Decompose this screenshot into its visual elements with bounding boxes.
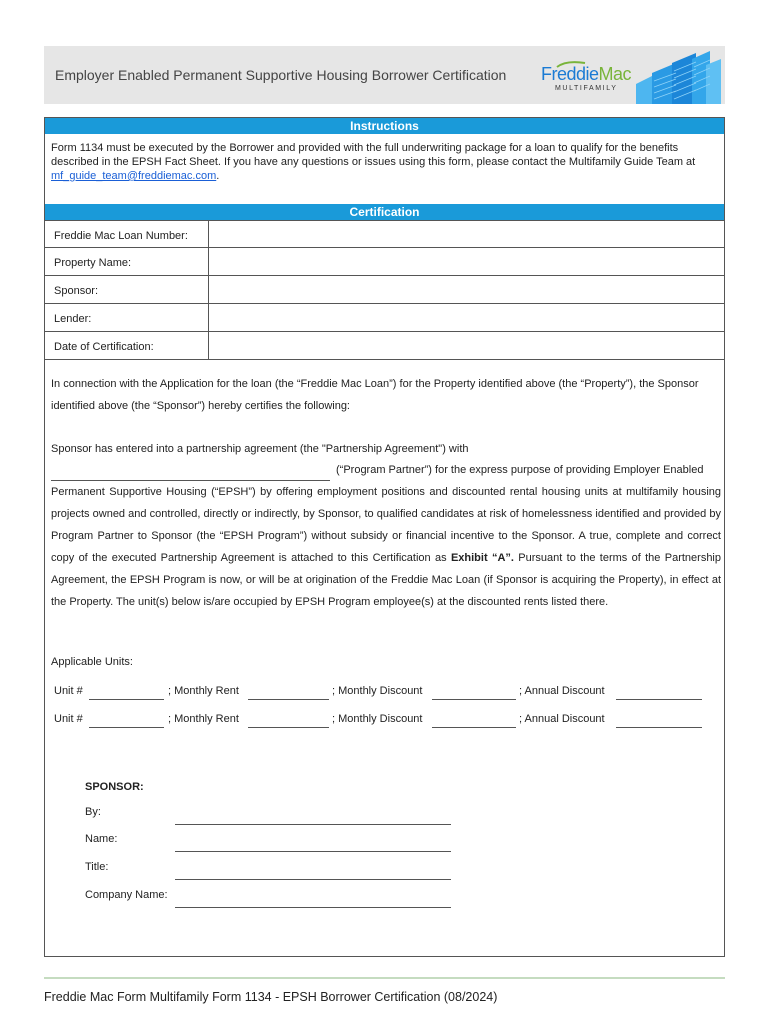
- loan-number-row: [45, 220, 724, 248]
- footer-text: Freddie Mac Form Multifamily Form 1134 - EPSH Borrower Certification (08/2024): [44, 990, 498, 1004]
- sponsor-row: [45, 276, 724, 304]
- buildings-icon: [636, 51, 721, 104]
- sponsor-heading: SPONSOR:: [85, 781, 144, 793]
- lender-field[interactable]: [209, 304, 724, 331]
- title-label: Title:: [85, 861, 109, 873]
- form-box: [44, 117, 725, 957]
- unit-label: Unit #: [54, 685, 83, 697]
- date-of-certification-field[interactable]: [209, 332, 724, 359]
- unit-number-field[interactable]: [89, 699, 164, 700]
- title-row: [85, 861, 465, 881]
- instructions-text: Form 1134 must be executed by the Borrower and provided with the full underwriting package for a loan to qualify for the benefits described in the EPSH Fact Sheet. If you have any questions or issues using this form, please contact the Multifamily Guide Team at mf_guide_team@freddiemac.com.: [51, 142, 696, 182]
- epsh-paragraph: (“Program Partner”) for the express purpose of providing Employer Enabled Permanent Supportive Housing (“EPSH”) by offering employment positions and discounted rental housing units at multifamily housing projects owned and controlled, directly or indirectly, by Sponsor, to qualified candidates at risk of homelessness identified and provided by Program Partner to Sponsor (the “EPSH Program”) without subsidy or financial incentive to the Sponsor. A true, complete and correct copy of the executed Partnership Agreement is attached to this Certification as Exhibit “A”. Pursuant to the terms of the Partnership Agreement, the EPSH Program is now, or will be at origination of the Freddie Mac Loan (if Sponsor is acquiring the Property), in effect at the Property. The unit(s) below is/are occupied by EPSH Program employee(s) at the discounted rents listed there.: [51, 464, 721, 608]
- monthly-rent-field[interactable]: [248, 699, 329, 700]
- field-label: Date of Certification:: [54, 341, 154, 353]
- applicable-units-heading: Applicable Units:: [51, 656, 133, 668]
- date-row: [45, 332, 724, 360]
- name-field[interactable]: [175, 851, 451, 852]
- unit-row: [54, 713, 714, 729]
- monthly-discount-label: ; Monthly Discount: [332, 685, 423, 697]
- field-label: Freddie Mac Loan Number:: [54, 230, 188, 242]
- logo-subtitle: MULTIFAMILY: [555, 85, 618, 92]
- monthly-discount-label: ; Monthly Discount: [332, 713, 423, 725]
- lender-row: [45, 304, 724, 332]
- company-name-label: Company Name:: [85, 889, 168, 901]
- name-label: Name:: [85, 833, 118, 845]
- annual-discount-field[interactable]: [616, 699, 702, 700]
- unit-label: Unit #: [54, 713, 83, 725]
- company-row: [85, 889, 465, 909]
- annual-discount-label: ; Annual Discount: [519, 685, 605, 697]
- instructions-heading: Instructions: [45, 118, 724, 134]
- monthly-discount-field[interactable]: [432, 699, 516, 700]
- monthly-rent-field[interactable]: [248, 727, 329, 728]
- company-name-field[interactable]: [175, 907, 451, 908]
- annual-discount-field[interactable]: [616, 727, 702, 728]
- by-label: By:: [85, 806, 101, 818]
- intro-paragraph: In connection with the Application for the loan (the “Freddie Mac Loan”) for the Property identified above (the “Property”), the Sponsor identified above (the “Sponsor”) hereby certifies the following:: [51, 378, 699, 412]
- by-signature-field[interactable]: [175, 824, 451, 825]
- unit-row: [54, 685, 714, 701]
- monthly-discount-field[interactable]: [432, 727, 516, 728]
- page-title: Employer Enabled Permanent Supportive Housing Borrower Certification: [55, 67, 507, 83]
- monthly-rent-label: ; Monthly Rent: [168, 685, 239, 697]
- title-field[interactable]: [175, 879, 451, 880]
- guide-team-email-link[interactable]: mf_guide_team@freddiemac.com: [51, 170, 217, 182]
- annual-discount-label: ; Annual Discount: [519, 713, 605, 725]
- sponsor-field[interactable]: [209, 276, 724, 303]
- header-banner: [44, 46, 725, 104]
- freddie-mac-logo: [541, 56, 632, 96]
- property-name-row: [45, 248, 724, 276]
- unit-number-field[interactable]: [89, 727, 164, 728]
- certification-heading: Certification: [45, 204, 724, 220]
- monthly-rent-label: ; Monthly Rent: [168, 713, 239, 725]
- name-row: [85, 833, 465, 853]
- field-label: Sponsor:: [54, 285, 99, 297]
- partnership-paragraph: Sponsor has entered into a partnership agreement (the "Partnership Agreement") with: [51, 443, 469, 455]
- property-name-field[interactable]: [209, 248, 724, 275]
- logo-wordmark: FreddieMac: [541, 64, 632, 84]
- loan-number-field[interactable]: [209, 221, 724, 248]
- exhibit-label: Exhibit “A”.: [450, 552, 514, 564]
- by-row: [85, 806, 465, 826]
- certification-table: [45, 220, 724, 360]
- footer-divider: [44, 977, 725, 979]
- field-label: Property Name:: [54, 257, 132, 269]
- field-label: Lender:: [54, 313, 92, 325]
